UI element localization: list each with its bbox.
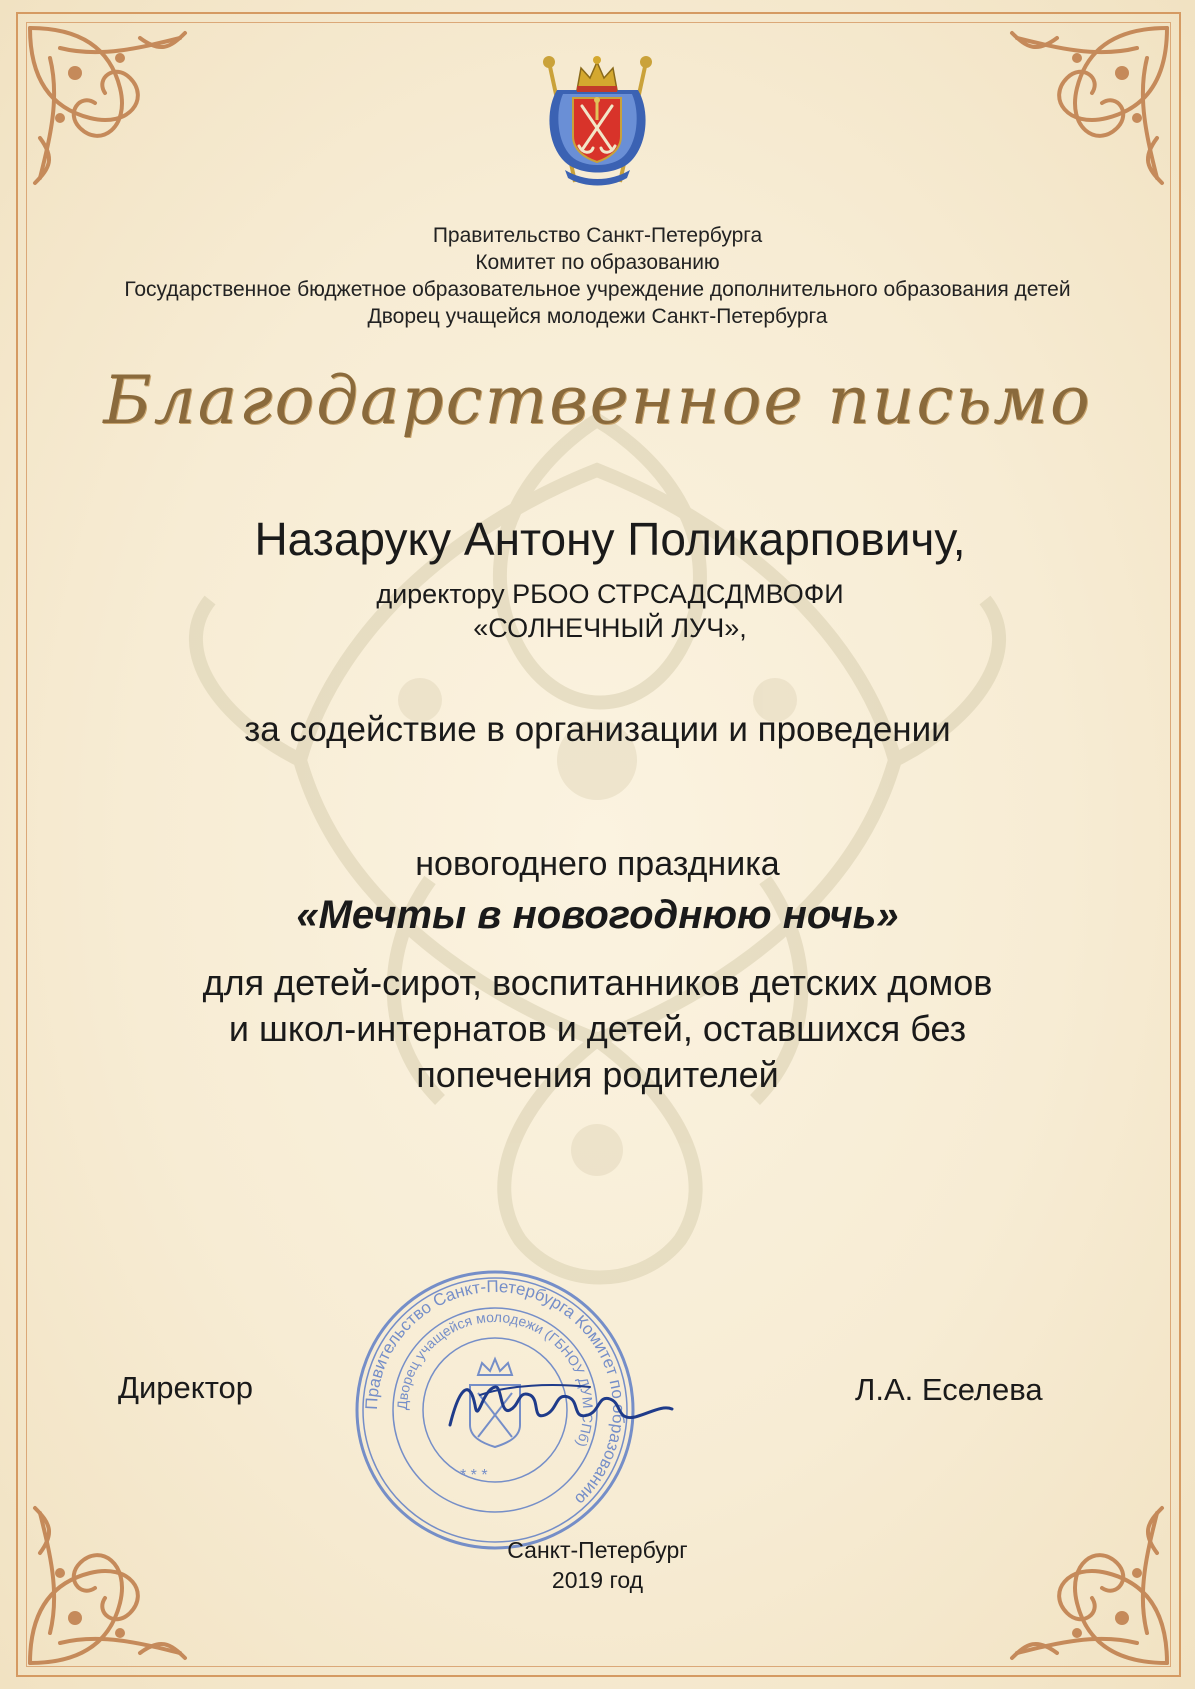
document-title: Благодарственное письмо bbox=[103, 362, 1092, 439]
stamp-outer-text: Правительство Санкт-Петербурга Комитет по образованию bbox=[361, 1276, 629, 1509]
recipient-name: Назаруку Антону Поликарповичу, bbox=[254, 513, 966, 565]
issuer-line-government: Правительство Санкт-Петербурга bbox=[432, 224, 763, 247]
issuer-line-committee: Комитет по образованию bbox=[475, 251, 720, 274]
stamp-inner-text: Дворец учащейся молодежи (ГБНОУ ДУМ СПб) bbox=[393, 1308, 597, 1450]
event-desc-line3: попечения родителей bbox=[416, 1054, 779, 1095]
place: Санкт-Петербург bbox=[507, 1537, 688, 1563]
issuer-block bbox=[0, 222, 1195, 330]
event-desc-line1: для детей-сирот, воспитанников детских домов bbox=[202, 962, 993, 1003]
event-desc-line2: и школ-интернатов и детей, оставшихся без bbox=[228, 1008, 967, 1049]
director-name: Л.А. Еселева bbox=[855, 1372, 1043, 1407]
issuer-line-institution: Государственное бюджетное образовательное учреждение дополнительного образования детей bbox=[124, 278, 1071, 301]
director-title: Директор bbox=[118, 1370, 254, 1405]
corner-ornament-top-right bbox=[987, 18, 1177, 208]
event-description bbox=[0, 960, 1195, 1098]
coat-of-arms-emblem bbox=[535, 50, 660, 195]
recipient-role-line1: директору РБОО СТРСАДСДМВОФИ bbox=[376, 579, 844, 609]
event-intro: новогоднего праздника bbox=[415, 845, 780, 883]
event-name: «Мечты в новогоднюю ночь» bbox=[296, 893, 899, 937]
svg-text:* * *: * * * bbox=[460, 1467, 488, 1484]
corner-ornament-top-left bbox=[20, 18, 210, 208]
issuer-line-palace: Дворец учащейся молодежи Санкт-Петербурга bbox=[367, 305, 828, 328]
recipient-role bbox=[260, 577, 960, 645]
recipient-role-line2: «СОЛНЕЧНЫЙ ЛУЧ», bbox=[473, 613, 747, 643]
year: 2019 год bbox=[551, 1567, 644, 1593]
reason-text: за содействие в организации и проведении bbox=[244, 710, 951, 749]
director-signature bbox=[440, 1365, 680, 1445]
place-and-year bbox=[0, 1535, 1195, 1595]
